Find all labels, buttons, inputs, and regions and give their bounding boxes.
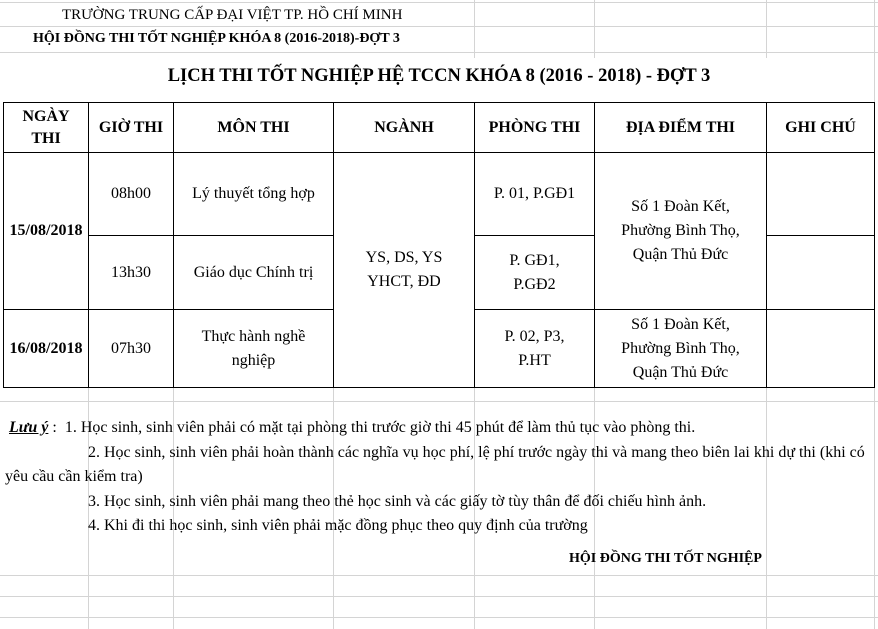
column-header-major: NGÀNH xyxy=(334,103,475,153)
note-cell xyxy=(767,236,875,310)
column-header-date-line1: NGÀY xyxy=(22,107,70,125)
column-header-room: PHÒNG THI xyxy=(475,103,595,153)
note-item xyxy=(5,514,875,539)
note-item xyxy=(5,416,875,441)
notes-section xyxy=(5,416,875,539)
subject-line2: nghiệp xyxy=(231,351,276,369)
column-header-time: GIỜ THI xyxy=(89,103,174,153)
exam-subject-cell xyxy=(174,310,334,388)
location-line2: Phường Bình Thọ, xyxy=(621,222,740,239)
note-cell xyxy=(767,310,875,388)
exam-council-name: HỘI ĐỒNG THI TỐT NGHIỆP KHÓA 8 (2016-2018)-ĐỢT 3 xyxy=(33,31,400,46)
room-line1: P. GĐ1, xyxy=(509,251,560,269)
note-cell xyxy=(767,153,875,236)
location-line1: Số 1 Đoàn Kết, xyxy=(631,315,730,333)
exam-room-cell xyxy=(475,236,595,310)
exam-date-cell: 15/08/2018 xyxy=(4,153,89,310)
note-item xyxy=(5,441,875,490)
location-line1: Số 1 Đoàn Kết, xyxy=(631,198,730,215)
location-line3: Quận Thủ Đức xyxy=(632,363,729,381)
column-header-note: GHI CHÚ xyxy=(767,103,875,153)
exam-subject-cell: Giáo dục Chính trị xyxy=(174,236,334,310)
column-header-date-line2: THI xyxy=(31,129,61,147)
room-line2: P.GĐ2 xyxy=(513,275,556,293)
exam-time-cell: 13h30 xyxy=(89,236,174,310)
note-text-4: 4. Khi đi thi học sinh, sinh viên phải mặc đồng phục theo quy định của trường xyxy=(88,517,588,534)
notes-label: Lưu ý xyxy=(9,419,49,436)
exam-room-cell xyxy=(475,310,595,388)
exam-location-cell xyxy=(595,310,767,388)
column-header-location: ĐỊA ĐIỂM THI xyxy=(595,103,767,153)
major-line2: YHCT, ĐD xyxy=(367,273,441,290)
major-cell xyxy=(334,153,475,388)
note-text-3: 3. Học sinh, sinh viên phải mang theo thẻ học sinh và các giấy tờ tùy thân để đối chiếu hình ảnh. xyxy=(88,492,707,510)
school-name: TRƯỜNG TRUNG CẤP ĐẠI VIỆT TP. HỒ CHÍ MINH xyxy=(62,7,403,23)
location-line2: Phường Bình Thọ, xyxy=(621,339,740,357)
note-text-1: 1. Học sinh, sinh viên phải có mặt tại phòng thi trước giờ thi 45 phút để làm thủ tục vào phòng thi. xyxy=(64,419,696,436)
table-header-row xyxy=(4,103,875,153)
room-line1: P. 02, P3, xyxy=(504,327,565,345)
room-line2: P.HT xyxy=(518,351,551,369)
exam-location-cell xyxy=(595,153,767,310)
exam-subject-cell: Lý thuyết tổng hợp xyxy=(174,153,334,236)
exam-date-cell: 16/08/2018 xyxy=(4,310,89,388)
exam-time-cell: 07h30 xyxy=(89,310,174,388)
note-item xyxy=(5,490,875,515)
signature-council: HỘI ĐỒNG THI TỐT NGHIỆP xyxy=(569,551,762,566)
exam-room-cell: P. 01, P.GĐ1 xyxy=(475,153,595,236)
location-line3: Quận Thủ Đức xyxy=(632,246,729,263)
note-text-2: 2. Học sinh, sinh viên phải hoàn thành các nghĩa vụ học phí, lệ phí trước ngày thi và mang theo biên lai khi dự thi (khi có yêu cầu cần kiểm tra) xyxy=(5,443,865,485)
major-line1: YS, DS, YS xyxy=(365,249,443,266)
column-header-date xyxy=(4,103,89,153)
exam-schedule-table xyxy=(3,102,875,388)
table-row xyxy=(4,153,875,236)
column-header-subject: MÔN THI xyxy=(174,103,334,153)
notes-separator: : xyxy=(48,419,61,436)
page-title: LỊCH THI TỐT NGHIỆP HỆ TCCN KHÓA 8 (2016 - 2018) - ĐỢT 3 xyxy=(167,66,711,86)
subject-line1: Thực hành nghề xyxy=(201,327,306,345)
exam-time-cell: 08h00 xyxy=(89,153,174,236)
